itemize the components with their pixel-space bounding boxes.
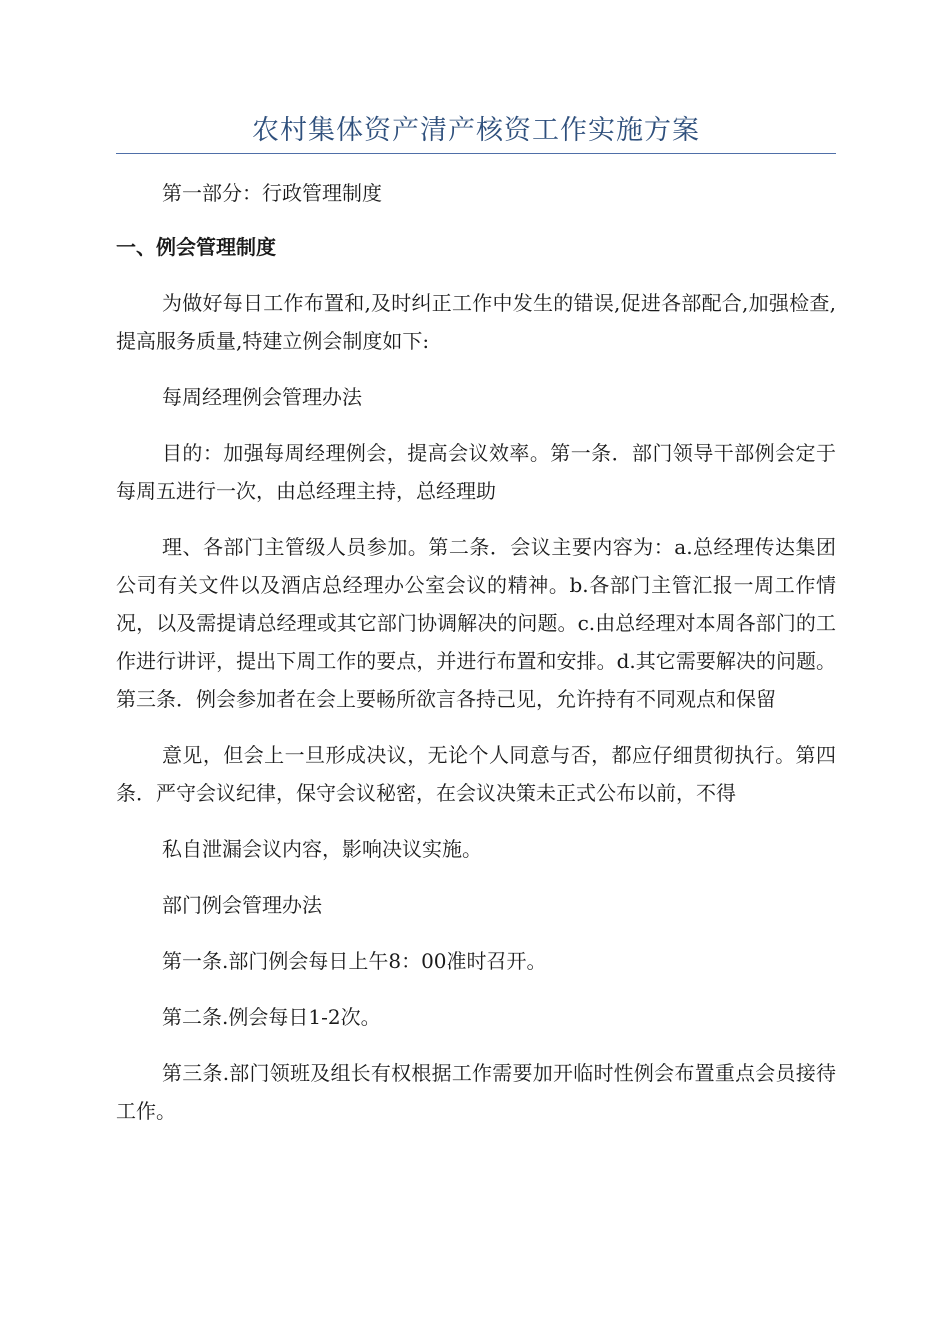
document-page [116, 108, 836, 1130]
dept-article-2: 第二条.例会每日1-2次。 [162, 1005, 381, 1029]
title-underline [116, 153, 836, 154]
document-title: 农村集体资产清产核资工作实施方案 [252, 115, 700, 146]
paragraph-intro: 为做好每日工作布置和,及时纠正工作中发生的错误,促进各部配合,加强检查,提高服务质量,特建立例会制度如下: [116, 291, 836, 353]
paragraph-weekly-purpose: 目的：加强每周经理例会，提高会议效率。第一条．部门领导干部例会定于每周五进行一次，由总经理主持，总经理助 [116, 441, 836, 503]
part-label: 第一部分：行政管理制度 [162, 181, 382, 205]
paragraph-weekly-content: 理、各部门主管级人员参加。第二条．会议主要内容为：a.总经理传达集团公司有关文件以及酒店总经理办公室会议的精神。b.各部门主管汇报一周工作情况，以及需提请总经理或其它部门协调解决的问题。c.由总经理对本周各部门的工作进行讲评，提出下周工作的要点，并进行布置和安排。d.其它需要解决的问题。第三条．例会参加者在会上要畅所欲言各持己见，允许持有不同观点和保留 [116, 535, 836, 711]
dept-article-3: 第三条.部门领班及组长有权根据工作需要加开临时性例会布置重点会员接待工作。 [116, 1061, 836, 1123]
subheading-department: 部门例会管理办法 [162, 893, 322, 917]
dept-article-1: 第一条.部门例会每日上午8：00准时召开。 [162, 949, 547, 973]
subheading-weekly: 每周经理例会管理办法 [162, 385, 362, 409]
paragraph-confidential: 私自泄漏会议内容，影响决议实施。 [162, 837, 482, 861]
paragraph-weekly-discipline: 意见，但会上一旦形成决议，无论个人同意与否，都应仔细贯彻执行。第四条．严守会议纪律，保守会议秘密，在会议决策未正式公布以前，不得 [116, 743, 836, 805]
section-heading: 一、例会管理制度 [116, 235, 276, 259]
